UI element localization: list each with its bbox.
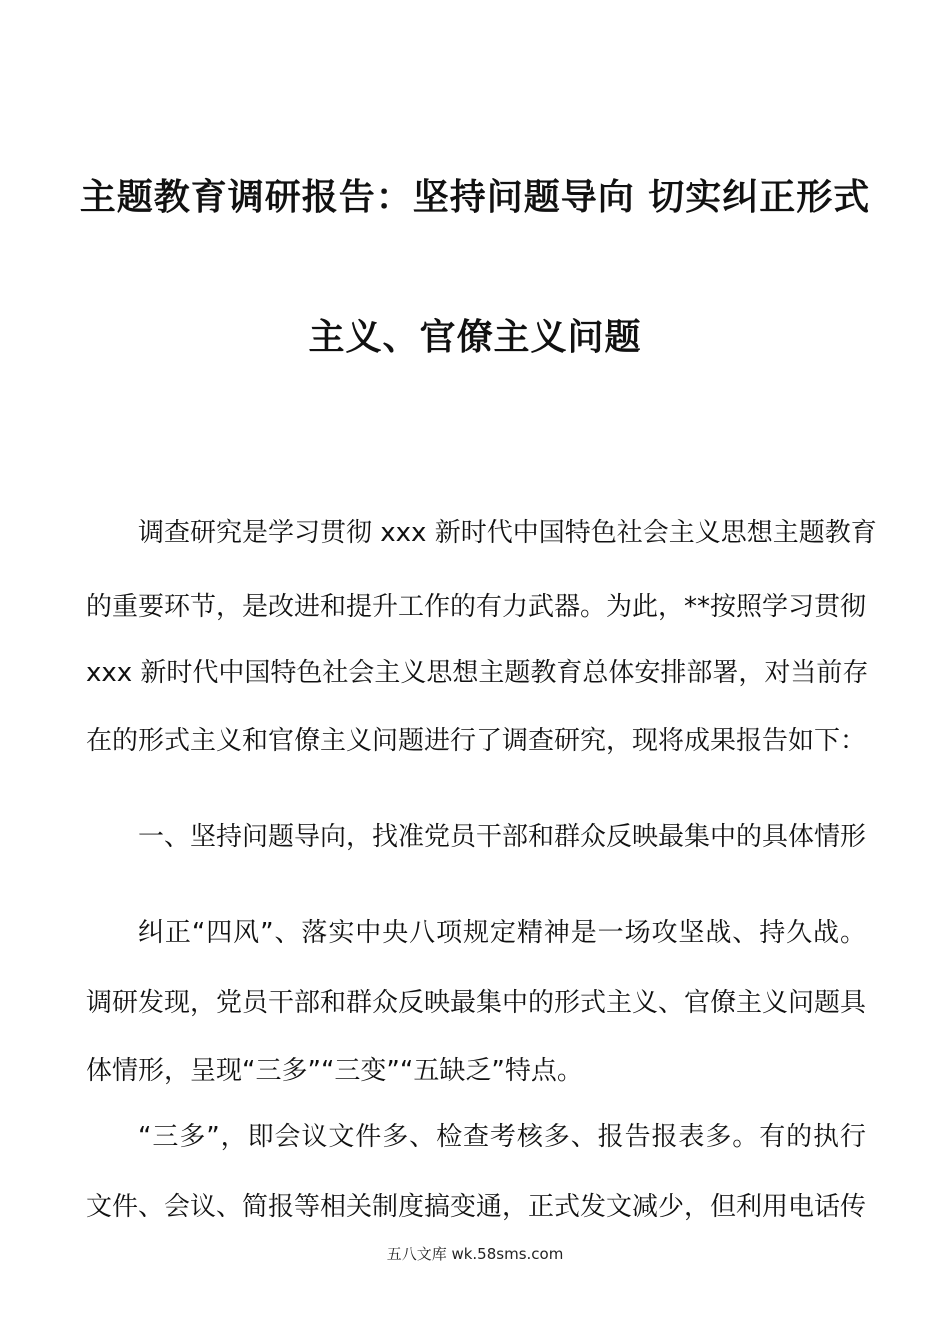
paragraph-3-line-3: 体情形，呈现“三多”“三变”“五缺乏”特点。 (86, 1056, 583, 1086)
paragraph-4-line-1: “三多”，即会议文件多、检查考核多、报告报表多。有的执行 (138, 1122, 866, 1152)
paragraph-1-line-3: xxx 新时代中国特色社会主义思想主题教育总体安排部署，对当前存 (86, 658, 869, 688)
paragraph-1-line-2: 的重要环节，是改进和提升工作的有力武器。为此，**按照学习贯彻 (86, 592, 867, 622)
page-footer-watermark: 五八文库 wk.58sms.com (386, 1245, 564, 1263)
section-heading-1: 一、坚持问题导向，找准党员干部和群众反映最集中的具体情形 (138, 822, 867, 852)
paragraph-3-line-2: 调研发现，党员干部和群众反映最集中的形式主义、官僚主义问题具 (86, 988, 867, 1018)
paragraph-4-line-2: 文件、会议、简报等相关制度搞变通，正式发文减少，但利用电话传 (86, 1192, 867, 1222)
paragraph-1-line-1: 调查研究是学习贯彻 xxx 新时代中国特色社会主义思想主题教育 (138, 518, 877, 548)
paragraph-3-line-1: 纠正“四风”、落实中央八项规定精神是一场攻坚战、持久战。 (138, 918, 866, 948)
title-line-2: 主义、官僚主义问题 (308, 317, 642, 358)
paragraph-1-line-4: 在的形式主义和官僚主义问题进行了调查研究，现将成果报告如下： (86, 726, 867, 756)
title-line-1: 主题教育调研报告：坚持问题导向 切实纠正形式 (79, 177, 871, 218)
